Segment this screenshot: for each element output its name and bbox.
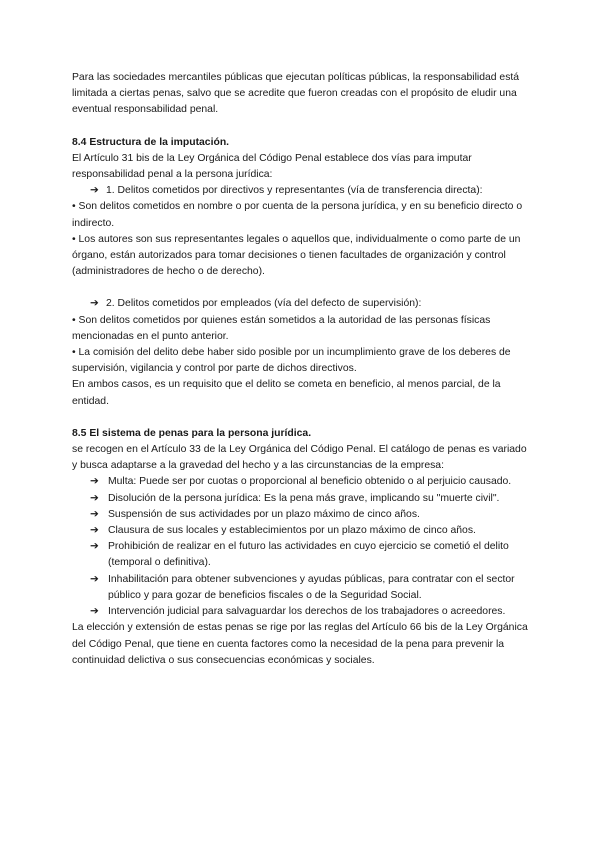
list-item: ➔ Prohibición de realizar en el futuro las actividades en cuyo ejercicio se cometió el delito (temporal o definitiva). xyxy=(90,541,509,569)
intro-paragraph: Para las sociedades mercantiles públicas que ejecutan políticas públicas, la responsabilidad está limitada a ciertas penas, salvo que se acredite que fueron creadas con el propósito de eludir una eventual responsabilidad penal. xyxy=(72,72,520,116)
via-1-bullet: • Son delitos cometidos en nombre o por cuenta de la persona jurídica, y en su beneficio directo o indirecto. xyxy=(72,201,523,229)
arrow-icon: ➔ xyxy=(90,476,99,488)
via-2-line xyxy=(72,296,530,312)
section-8-4-heading: 8.4 Estructura de la imputación. xyxy=(72,136,230,148)
via-2-text: 2. Delitos cometidos por empleados (vía del defecto de supervisión): xyxy=(106,298,422,310)
arrow-icon: ➔ xyxy=(90,573,99,585)
arrow-icon: ➔ xyxy=(90,606,99,618)
section-8-4-closing: En ambos casos, es un requisito que el delito se cometa en beneficio, al menos parcial, de la entidad. xyxy=(72,379,501,407)
section-8-5-closing: La elección y extensión de estas penas se rige por las reglas del Artículo 66 bis de la Ley Orgánica del Código Penal, que tiene en cuenta factores como la necesidad de la pena para prevenir la continuidad delictiva o sus consecuencias económicas y sociales. xyxy=(72,622,528,666)
list-item: ➔ Clausura de sus locales y establecimientos por un plazo máximo de cinco años. xyxy=(90,523,530,539)
arrow-icon: ➔ xyxy=(90,541,99,553)
penas-list xyxy=(72,474,530,620)
via-1-bullet: • Los autores son sus representantes legales o aquellos que, individualmente o como parte de un órgano, están autorizados para tomar decisiones o tienen facultades de organización y control (administradores de hecho o de derecho). xyxy=(72,233,521,278)
list-item: ➔ Multa: Puede ser por cuotas o proporcional al beneficio obtenido o al perjuicio causado. xyxy=(90,474,530,490)
list-item: ➔ Intervención judicial para salvaguardar los derechos de los trabajadores o acreedores. xyxy=(90,604,530,620)
section-8-4-intro: El Artículo 31 bis de la Ley Orgánica del Código Penal establece dos vías para imputar responsabilidad penal a la persona jurídica: xyxy=(72,152,472,181)
via-1-line xyxy=(72,183,530,199)
section-8-5-heading: 8.5 El sistema de penas para la persona jurídica. xyxy=(72,427,312,439)
list-item: ➔ Disolución de la persona jurídica: Es la pena más grave, implicando su "muerte civil". xyxy=(90,491,530,507)
arrow-icon: ➔ xyxy=(90,508,99,520)
list-item: ➔ Inhabilitación para obtener subvenciones y ayudas públicas, para contratar con el sector público y para gozar de beneficios fiscales o de la Seguridad Social. xyxy=(90,573,515,601)
via-1-text: 1. Delitos cometidos por directivos y representantes (vía de transferencia directa): xyxy=(106,185,483,197)
arrow-icon: ➔ xyxy=(90,525,99,537)
arrow-icon: ➔ xyxy=(90,298,99,310)
list-item: ➔ Suspensión de sus actividades por un plazo máximo de cinco años. xyxy=(90,507,530,523)
via-2-bullet: • Son delitos cometidos por quienes están sometidos a la autoridad de las personas físicas mencionadas en el punto anterior. xyxy=(72,314,491,342)
section-8-5-intro: se recogen en el Artículo 33 de la Ley Orgánica del Código Penal. El catálogo de penas es variado y busca adaptarse a la gravedad del hecho y a las circunstancias de la empresa: xyxy=(72,444,527,472)
arrow-icon: ➔ xyxy=(90,492,99,504)
document-page xyxy=(72,70,530,669)
arrow-icon: ➔ xyxy=(90,185,99,197)
via-2-bullet: • La comisión del delito debe haber sido posible por un incumplimiento grave de los deberes de supervisión, vigilancia y control por parte de dichos directivos. xyxy=(72,347,511,375)
